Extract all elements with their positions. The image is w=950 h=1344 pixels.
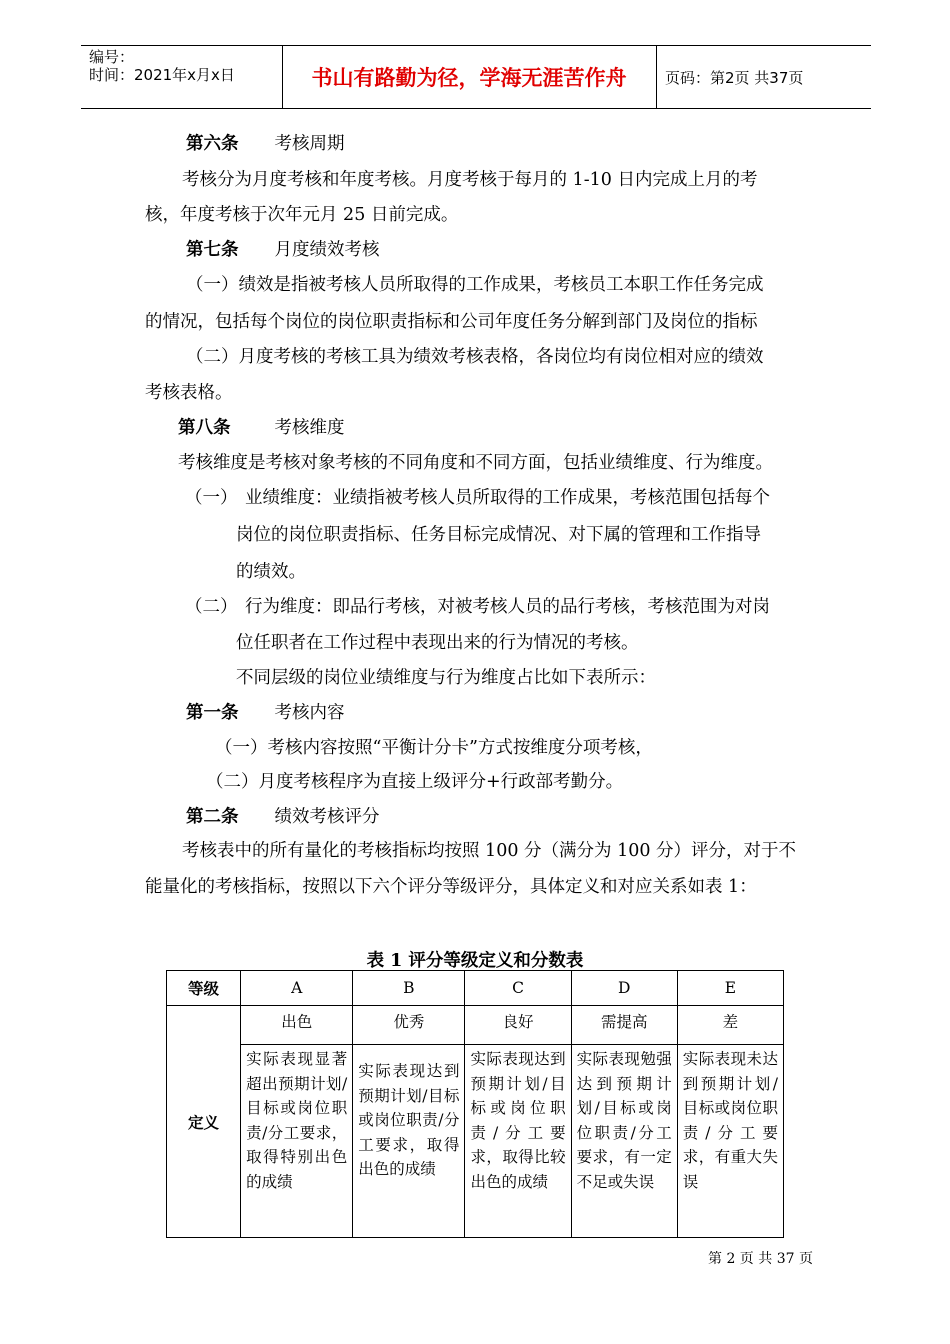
article-2-heading: 第二条 绩效考核评分 bbox=[186, 807, 380, 827]
grade-cell: D bbox=[571, 971, 677, 1006]
paragraph-line: 考核表中的所有量化的考核指标均按照 100 分（满分为 100 分）评分，对于不 bbox=[182, 841, 797, 861]
definition-cell bbox=[353, 1045, 465, 1238]
header-motto: 书山有路勤为径，学海无涯苦作舟 bbox=[311, 66, 627, 90]
paragraph-line: 不同层级的岗位业绩维度与行为维度占比如下表所示： bbox=[236, 668, 656, 688]
table-row bbox=[167, 1006, 784, 1045]
paragraph-line: 业绩维度：业绩指被考核人员所取得的工作成果，考核范围包括每个 bbox=[245, 488, 770, 508]
paragraph-line: 位任职者在工作过程中表现出来的行为情况的考核。 bbox=[236, 633, 639, 653]
definition-cell bbox=[677, 1045, 783, 1238]
list-item-number: （二） bbox=[185, 597, 238, 617]
paragraph-line: 的情况，包括每个岗位的岗位职责指标和公司年度任务分解到部门及岗位的指标 bbox=[145, 312, 758, 332]
table-row bbox=[167, 1045, 784, 1238]
definition-text: 实际表现达到预期计划/目标或岗位职责/分工要求，取得比较出色的成绩 bbox=[470, 1050, 566, 1191]
grade-name-cell: 良好 bbox=[465, 1006, 571, 1045]
definition-text: 实际表现勉强达到预期计划/目标或岗位职责/分工要求，有一定不足或失误 bbox=[576, 1050, 672, 1191]
article-8-heading: 第八条 考核维度 bbox=[178, 418, 345, 438]
grade-cell: A bbox=[241, 971, 353, 1006]
header-number: 编号： bbox=[89, 48, 135, 66]
grade-cell: B bbox=[353, 971, 465, 1006]
paragraph-line: 行为维度：即品行考核，对被考核人员的品行考核，考核范围为对岗 bbox=[245, 597, 770, 617]
paragraph-line: （二）月度考核的考核工具为绩效考核表格，各岗位均有岗位相对应的绩效 bbox=[186, 347, 764, 367]
article-7-heading: 第七条 月度绩效考核 bbox=[186, 240, 380, 260]
grade-name-cell: 需提高 bbox=[571, 1006, 677, 1045]
header-divider bbox=[656, 46, 657, 108]
table-row bbox=[167, 971, 784, 1006]
paragraph-line: 考核维度是考核对象考核的不同角度和不同方面，包括业绩维度、行为维度。 bbox=[178, 453, 773, 473]
header-time: 时间：2021年x月x日 bbox=[89, 66, 235, 84]
paragraph-line: 考核表格。 bbox=[145, 383, 233, 403]
definition-cell bbox=[571, 1045, 677, 1238]
definition-cell bbox=[465, 1045, 571, 1238]
grade-name-cell: 优秀 bbox=[353, 1006, 465, 1045]
definition-text: 实际表现达到预期计划/目标或岗位职责/分工要求，取得出色的成绩 bbox=[358, 1062, 460, 1178]
definition-text: 实际表现显著超出预期计划/目标或岗位职责/分工要求，取得特别出色的成绩 bbox=[246, 1050, 348, 1191]
page-footer: 第 2 页 共 37 页 bbox=[708, 1251, 813, 1267]
page-header bbox=[81, 45, 871, 109]
header-page: 页码：第2页 共37页 bbox=[665, 68, 804, 87]
paragraph-line: 的绩效。 bbox=[236, 562, 306, 582]
paragraph-line: 核，年度考核于次年元月 25 日前完成。 bbox=[145, 205, 459, 225]
paragraph-line: （一）绩效是指被考核人员所取得的工作成果，考核员工本职工作任务完成 bbox=[186, 275, 764, 295]
grade-label-cell: 等级 bbox=[167, 971, 241, 1006]
paragraph-line: 考核分为月度考核和年度考核。月度考核于每月的 1-10 日内完成上月的考 bbox=[182, 170, 758, 190]
grade-cell: C bbox=[465, 971, 571, 1006]
list-item-number: （一） bbox=[185, 488, 238, 508]
paragraph-line: （二）月度考核程序为直接上级评分+行政部考勤分。 bbox=[206, 772, 624, 792]
grade-table bbox=[166, 970, 784, 1238]
paragraph-line: 岗位的岗位职责指标、任务目标完成情况、对下属的管理和工作指导 bbox=[236, 525, 761, 545]
grade-name-cell: 出色 bbox=[241, 1006, 353, 1045]
paragraph-line: 能量化的考核指标，按照以下六个评分等级评分，具体定义和对应关系如表 1： bbox=[145, 877, 757, 897]
article-1-heading: 第一条 考核内容 bbox=[186, 703, 345, 723]
header-meta bbox=[81, 46, 281, 108]
grade-name-cell: 差 bbox=[677, 1006, 783, 1045]
paragraph-line: （一）考核内容按照“平衡计分卡”方式按维度分项考核， bbox=[215, 738, 653, 758]
definition-label-cell: 定义 bbox=[167, 1006, 241, 1238]
article-6-heading: 第六条 考核周期 bbox=[186, 134, 345, 154]
table-caption: 表 1 评分等级定义和分数表 bbox=[366, 951, 584, 971]
grade-cell: E bbox=[677, 971, 783, 1006]
definition-text: 实际表现未达到预期计划/目标或岗位职责/分工要求，有重大失误 bbox=[682, 1050, 778, 1191]
definition-cell bbox=[241, 1045, 353, 1238]
